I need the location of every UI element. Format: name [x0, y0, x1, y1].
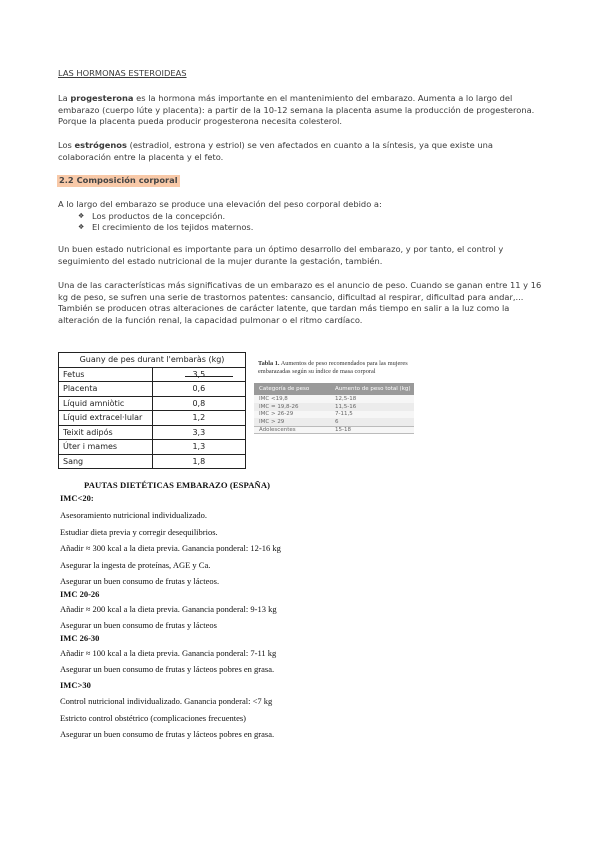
row-category: IMC > 26-29	[259, 411, 294, 418]
row-label: Úter i mames	[59, 440, 153, 455]
row-label: Fetus	[59, 367, 153, 382]
row-value: 3,5	[152, 367, 245, 382]
pautas-line: Asegurar un buen consumo de frutas y lácteos	[60, 620, 217, 630]
paragraph-nutricion: Un buen estado nutricional es importante para un óptimo desarrollo del embarazo, y por tanto, el control y seguimiento del estado nutricional de la mujer durante la gestación, también.	[58, 244, 504, 266]
bmi-table-header	[254, 383, 414, 395]
table-row	[59, 411, 246, 426]
progesterona-intro: La	[58, 93, 71, 103]
table-row	[254, 418, 414, 426]
pautas-heading: IMC<20:	[60, 493, 94, 503]
row-category: IMC = 19,8-26	[259, 403, 299, 410]
row-gain: 11,5-16	[335, 403, 357, 410]
bmi-weight-table-image	[254, 360, 414, 460]
table-row	[254, 395, 414, 403]
bmi-table-caption	[254, 360, 414, 375]
paragraph-estrogenos	[58, 140, 546, 163]
pautas-line: Asesoramiento nutricional individualizado.	[60, 510, 208, 520]
row-value: 1,2	[152, 411, 245, 426]
pautas-line: Asegurar un buen consumo de frutas y lácteos pobres en grasa.	[60, 729, 275, 739]
table-row	[59, 425, 246, 440]
pautas-heading: IMC 20-26	[60, 589, 100, 599]
row-label: Líquid extracel·lular	[59, 411, 153, 426]
row-gain: 12,5-18	[335, 395, 357, 402]
pautas-line: Asegurar un buen consumo de frutas y lácteos pobres en grasa.	[60, 664, 275, 674]
paragraph-peso	[58, 199, 546, 234]
row-label: Líquid amniòtic	[59, 396, 153, 411]
caption-text: Aumentos de peso recomendados para las mujeres embarazadas según su índice de masa corporal	[258, 360, 408, 375]
pautas-heading: IMC 26-30	[60, 633, 100, 643]
row-value: 3,3	[152, 425, 245, 440]
row-category: Adolescentes	[259, 427, 296, 434]
estrogenos-intro: Los	[58, 140, 75, 150]
pautas-line: Añadir ≈ 300 kcal a la dieta previa. Ganancia ponderal: 12-16 kg	[60, 543, 281, 553]
table-row	[254, 411, 414, 419]
bullet-list	[78, 211, 546, 234]
paragraph-caracteristicas: Una de las características más significativas de un embarazo es el anuncio de peso. Cuando se ganan entre 11 y 16 kg de peso, se sufren una serie de trastornos patentes: cansancio, dificultad al respirar, dificultad para andar,... También se producen otras alteraciones de carácter latente, que tardan más tiempo en salir a la luz como la alteración de la función renal, la capacidad pulmonar o el ritmo cardíaco.	[58, 280, 542, 325]
row-value: 0,8	[152, 396, 245, 411]
row-value: 0,6	[152, 382, 245, 397]
estrogenos-text: (estradiol, estrona y estriol) se ven afectados en cuanto a la síntesis, ya que existe una colaboración entre la placenta y el feto.	[58, 140, 494, 162]
col-header: Categoría de peso	[259, 386, 310, 392]
row-gain: 15-18	[335, 427, 351, 434]
pautas-line: Asegurar la ingesta de proteínas, AGE y Ca.	[60, 560, 211, 570]
table-row	[59, 440, 246, 455]
pautas-line: Control nutricional individualizado. Ganancia ponderal: <7 kg	[60, 696, 273, 706]
row-gain: 6	[335, 419, 339, 426]
weight-gain-table	[58, 352, 246, 469]
subsection-title: 2.2 Composición corporal	[59, 175, 178, 185]
pautas-heading: IMC>30	[60, 680, 91, 690]
progesterona-text: es la hormona más importante en el mantenimiento del embarazo. Aumenta a lo largo del embarazo (cuerpo lúte y placenta): a partir de la 10-12 semana la placenta asume la producción de progesterona. Porque la placenta pueda producir progesterona necesita colesterol.	[58, 93, 535, 126]
row-category: IMC > 29	[259, 419, 285, 426]
peso-intro: A lo largo del embarazo se produce una elevación del peso corporal debido a:	[58, 199, 382, 209]
row-label: Placenta	[59, 382, 153, 397]
table-row	[59, 454, 246, 469]
caption-label: Tabla 1.	[258, 360, 280, 367]
table-row	[59, 382, 246, 397]
row-value: 1,3	[152, 440, 245, 455]
row-category: IMC <19,8	[259, 395, 288, 402]
row-value: 1,8	[152, 454, 245, 469]
pautas-line: Estudiar dieta previa y corregir desequilibrios.	[60, 527, 218, 537]
table-row	[254, 426, 414, 434]
pautas-line: Añadir ≈ 100 kcal a la dieta previa. Ganancia ponderal: 7-11 kg	[60, 648, 277, 658]
term-progesterona: progesterona	[70, 93, 134, 103]
list-item: ❖ El crecimiento de los tejidos maternos.	[78, 222, 546, 234]
table-row	[59, 396, 246, 411]
list-item: ❖ Los productos de la concepción.	[78, 211, 546, 223]
pautas-line: Añadir ≈ 200 kcal a la dieta previa. Ganancia ponderal: 9-13 kg	[60, 604, 277, 614]
row-label: Teixit adipós	[59, 425, 153, 440]
pautas-line: Asegurar un buen consumo de frutas y lácteos.	[60, 576, 220, 586]
row-label: Sang	[59, 454, 153, 469]
table-row	[59, 367, 246, 382]
col-header: Aumento de peso total (kg)	[335, 386, 411, 392]
pautas-title: PAUTAS DIETÉTICAS EMBARAZO (ESPAÑA)	[84, 480, 271, 490]
row-gain: 7-11,5	[335, 411, 353, 418]
term-estrogenos: estrógenos	[74, 140, 127, 150]
pautas-line: Estricto control obstétrico (complicaciones frecuentes)	[60, 713, 246, 723]
table-header: Guany de pes durant l'embaràs (kg)	[59, 353, 246, 368]
section-title: LAS HORMONAS ESTEROIDEAS	[58, 68, 187, 78]
paragraph-progesterona	[58, 93, 546, 128]
table-row	[254, 403, 414, 411]
